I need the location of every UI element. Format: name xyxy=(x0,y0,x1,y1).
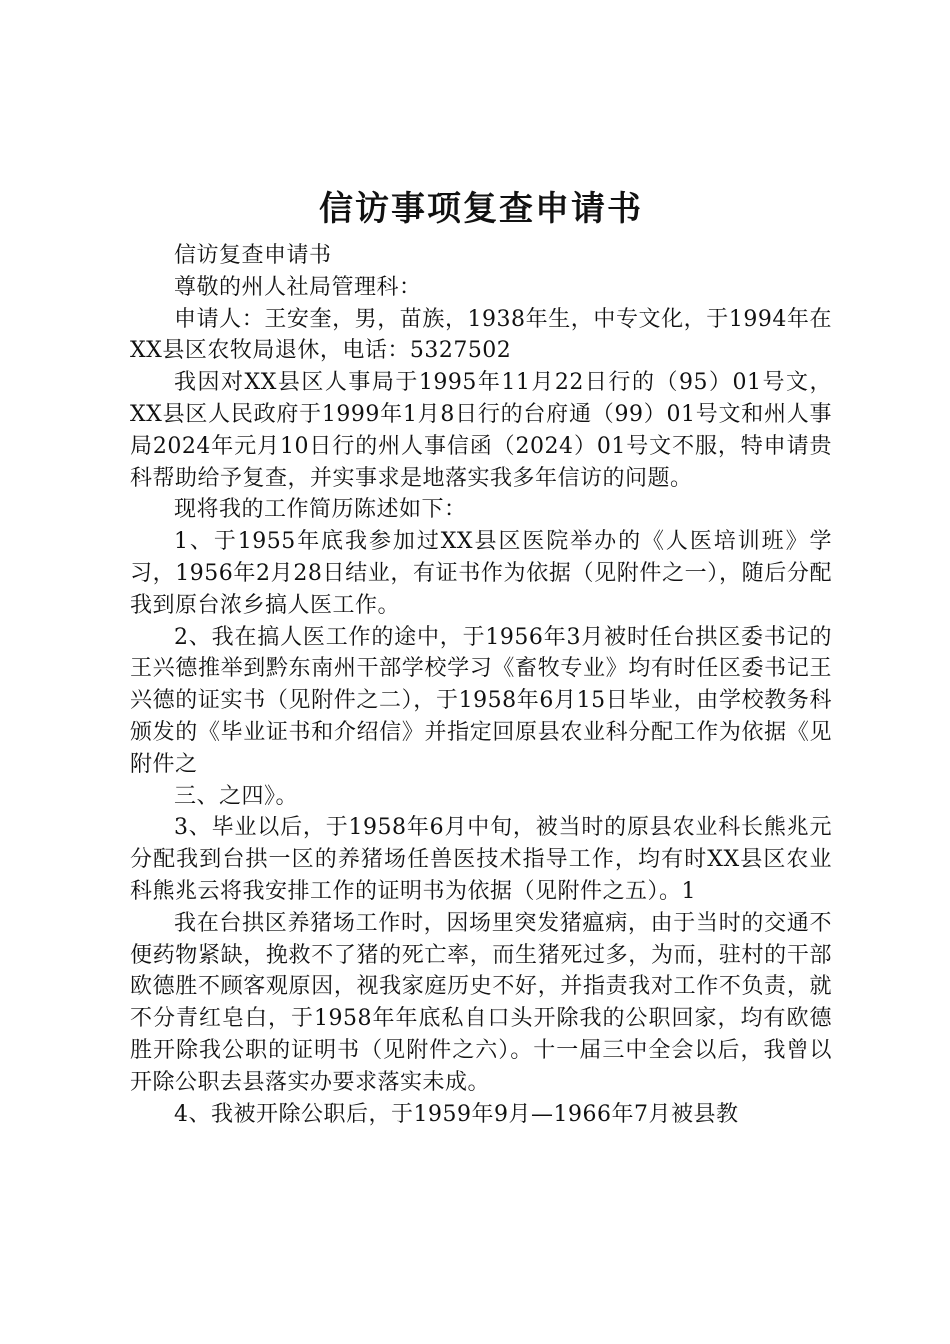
paragraph-item-1: 1、于1955年底我参加过XX县区医院举办的《人医培训班》学习，1956年2月28日结业，有证书作为依据（见附件之一），随后分配我到原台浓乡搞人医工作。 xyxy=(130,529,832,618)
paragraph-item-2: 2、我在搞人医工作的途中，于1956年3月被时任台拱区委书记的王兴德推举到黔东南州干部学校学习《畜牧专业》均有时任区委书记王兴德的证实书（见附件之二），于1958年6月15日毕业，由学校教务科颁发的《毕业证书和介绍信》并指定回原县农业科分配工作为依据《见附件之 xyxy=(130,624,832,777)
paragraph-item-3: 3、毕业以后，于1958年6月中旬，被当时的原县农业科长熊兆元分配我到台拱一区的养猪场任兽医技术指导工作，均有时XX县区农业科熊兆云将我安排工作的证明书为依据（见附件之五）。1 xyxy=(130,815,832,904)
paragraph-item-3-detail: 我在台拱区养猪场工作时，因场里突发猪瘟病，由于当时的交通不便药物紧缺，挽救不了猪的死亡率，而生猪死过多，为而，驻村的干部欧德胜不顾客观原因，视我家庭历史不好，并指责我对工作不负责，就不分青红皂白，于1958年年底私自口头开除我的公职回家，均有欧德胜开除我公职的证明书（见附件之六）。十一届三中全会以后，我曾以开除公职去县落实办要求落实未成。 xyxy=(130,910,832,1095)
paragraph-salutation: 尊敬的州人社局管理科： xyxy=(174,274,422,300)
paragraph-applicant-info: 申请人：王安奎，男，苗族，1938年生，中专文化，于1994年在XX县区农牧局退休，电话：5327502 xyxy=(130,306,832,364)
paragraph-item-2-continued: 三、之四》。 xyxy=(174,783,299,809)
paragraph-request: 我因对XX县区人事局于1995年11月22日行的（95）01号文，XX县区人民政府于1999年1月8日行的台府通（99）01号文和州人事局2024年元月10日行的州人事信函（2024）01号文不服，特申请贵科帮助给予复查，并实事求是地落实我多年信访的问题。 xyxy=(130,370,832,491)
document-title: 信访事项复查申请书 xyxy=(319,189,643,229)
paragraph-heading: 信访复查申请书 xyxy=(174,243,332,268)
document-page xyxy=(130,180,832,1130)
paragraph-resume-intro: 现将我的工作简历陈述如下： xyxy=(174,497,467,523)
paragraph-item-4: 4、我被开除公职后，于1959年9月—1966年7月被县教 xyxy=(174,1101,739,1127)
